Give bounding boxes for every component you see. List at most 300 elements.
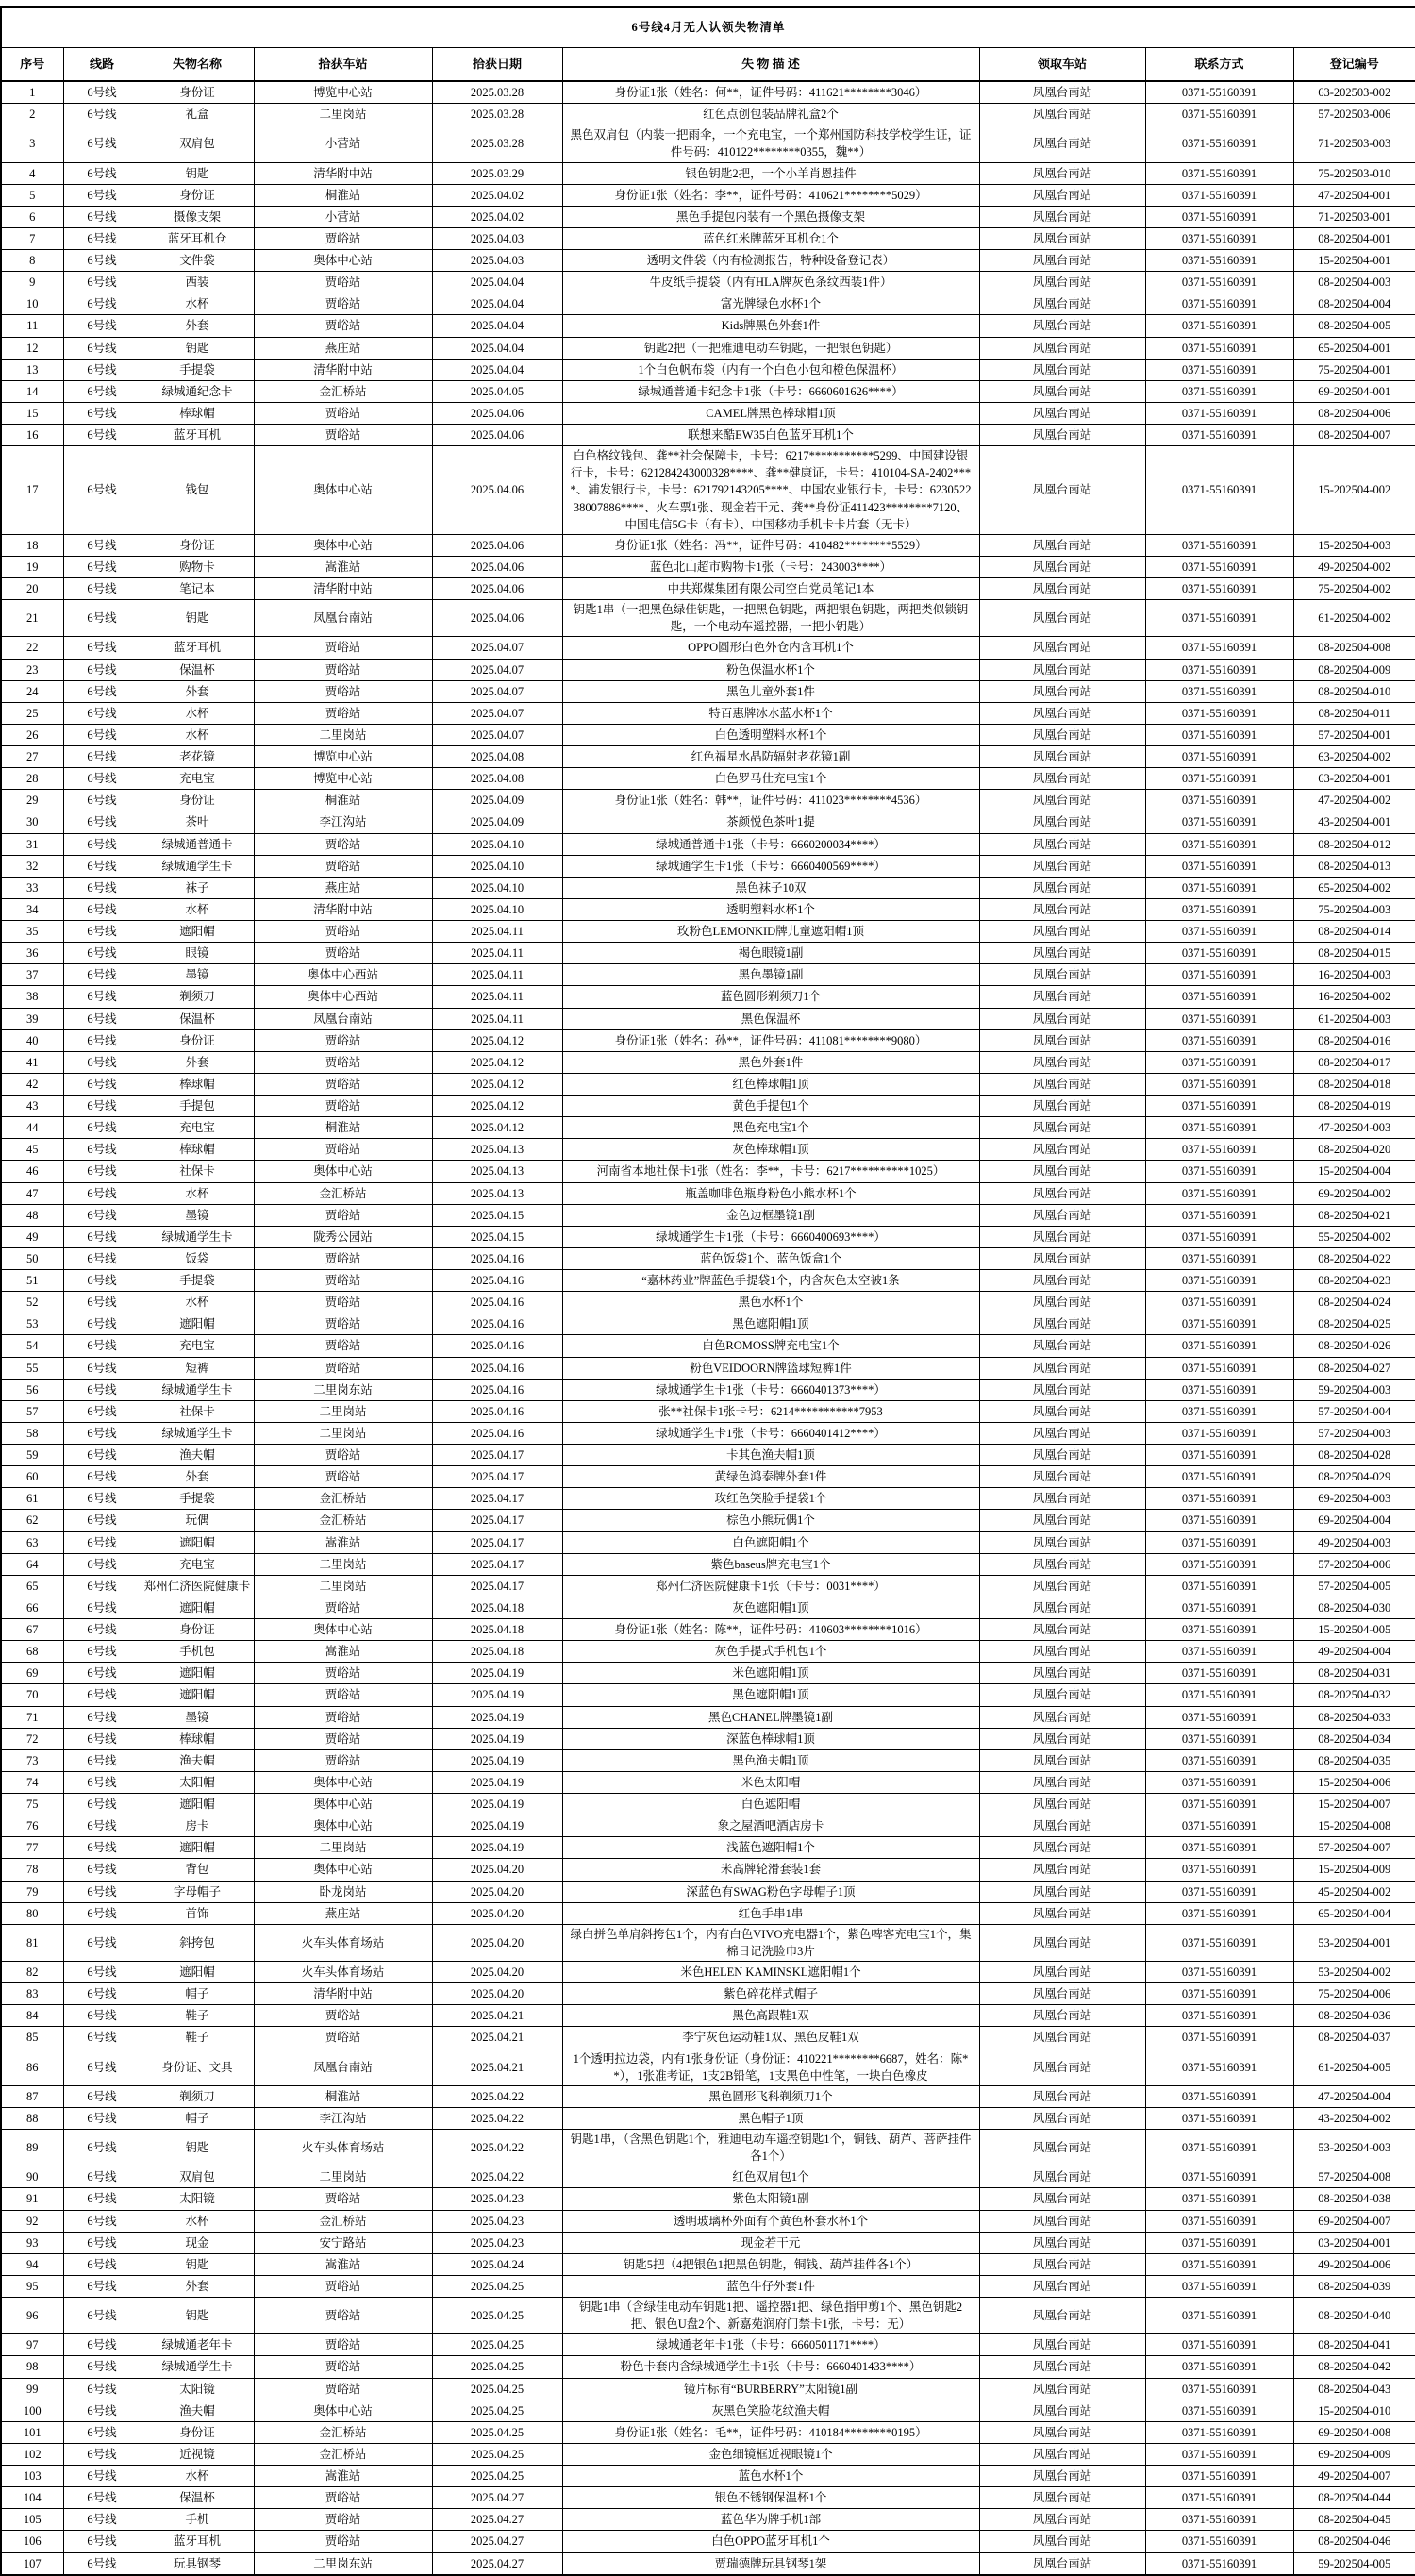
cell-description: 黑色高跟鞋1双 [562,2005,979,2027]
table-row [1,250,1415,272]
cell-found-station: 二里岗站 [254,1422,432,1444]
cell-found-station: 贾峪站 [254,637,432,659]
cell-item-name: 手机包 [141,1641,254,1663]
cell-line: 6号线 [63,2421,141,2443]
cell-line: 6号线 [63,964,141,986]
cell-description: 富光牌绿色水杯1个 [562,293,979,315]
cell-line: 6号线 [63,1073,141,1095]
table-row [1,359,1415,380]
cell-item-name: 斜挎包 [141,1924,254,1961]
cell-item-name: 遮阳帽 [141,921,254,943]
cell-contact: 0371-55160391 [1145,293,1293,315]
cell-description: 钥匙1串（含绿佳电动车钥匙1把、遥控器1把、绿色指甲剪1个、黑色钥匙2把、银色U盘2个、新嘉苑润府门禁卡1张，卡号：无） [562,2298,979,2334]
cell-reg-number: 15-202504-002 [1293,446,1415,535]
cell-contact: 0371-55160391 [1145,380,1293,402]
table-row [1,1292,1415,1313]
cell-found-date: 2025.04.16 [432,1335,562,1357]
cell-item-name: 文件袋 [141,250,254,272]
cell-line: 6号线 [63,2188,141,2210]
table-row [1,162,1415,184]
cell-contact: 0371-55160391 [1145,1510,1293,1531]
cell-item-name: 玩具钢琴 [141,2552,254,2575]
cell-description: 黑色外套1件 [562,1051,979,1073]
table-row [1,2298,1415,2334]
cell-item-name: 购物卡 [141,556,254,577]
cell-description: 中共郑煤集团有限公司空白党员笔记1本 [562,578,979,600]
cell-contact: 0371-55160391 [1145,2531,1293,2552]
cell-contact: 0371-55160391 [1145,898,1293,920]
table-row [1,790,1415,811]
cell-contact: 0371-55160391 [1145,1575,1293,1597]
cell-line: 6号线 [63,2509,141,2531]
cell-found-station: 奥体中心西站 [254,964,432,986]
table-row [1,1466,1415,1488]
cell-item-name: 摄像支架 [141,206,254,227]
cell-found-date: 2025.04.20 [432,1859,562,1881]
cell-found-date: 2025.04.19 [432,1663,562,1684]
cell-pickup-station: 凤凰台南站 [979,921,1145,943]
cell-seq: 30 [1,811,63,833]
cell-found-date: 2025.04.16 [432,1313,562,1335]
cell-found-date: 2025.04.07 [432,659,562,680]
cell-found-date: 2025.04.11 [432,986,562,1008]
cell-item-name: 老花镜 [141,746,254,768]
cell-found-date: 2025.04.23 [432,2188,562,2210]
cell-description: 卡其色渔夫帽1顶 [562,1445,979,1466]
cell-found-date: 2025.04.03 [432,227,562,249]
cell-description: 绿城通普通卡纪念卡1张（卡号：6660601626****） [562,380,979,402]
cell-reg-number: 08-202504-040 [1293,2298,1415,2334]
cell-item-name: 墨镜 [141,1204,254,1226]
cell-item-name: 钥匙 [141,2130,254,2166]
table-row [1,833,1415,855]
cell-found-date: 2025.04.19 [432,1749,562,1771]
cell-line: 6号线 [63,1794,141,1815]
cell-item-name: 外套 [141,1051,254,1073]
cell-description: 玫红色笑脸手提袋1个 [562,1488,979,1510]
cell-found-date: 2025.04.11 [432,1008,562,1029]
cell-found-date: 2025.04.18 [432,1619,562,1641]
cell-item-name: 身份证 [141,790,254,811]
cell-reg-number: 53-202504-002 [1293,1962,1415,1983]
cell-pickup-station: 凤凰台南站 [979,2487,1145,2509]
cell-pickup-station: 凤凰台南站 [979,1096,1145,1117]
cell-seq: 80 [1,1902,63,1924]
table-row [1,1859,1415,1881]
cell-reg-number: 53-202504-001 [1293,1924,1415,1961]
cell-description: 绿城通学生卡1张（卡号：6660400569****） [562,855,979,877]
cell-description: 黑色遮阳帽1顶 [562,1313,979,1335]
cell-seq: 35 [1,921,63,943]
cell-found-date: 2025.04.10 [432,855,562,877]
cell-pickup-station: 凤凰台南站 [979,1706,1145,1728]
cell-found-date: 2025.03.28 [432,104,562,125]
cell-line: 6号线 [63,1096,141,1117]
cell-description: 白色ROMOSS牌充电宝1个 [562,1335,979,1357]
cell-contact: 0371-55160391 [1145,2005,1293,2027]
cell-seq: 8 [1,250,63,272]
cell-line: 6号线 [63,877,141,898]
cell-found-station: 博览中心站 [254,81,432,104]
cell-line: 6号线 [63,425,141,446]
cell-found-station: 贾峪站 [254,2531,432,2552]
cell-contact: 0371-55160391 [1145,2334,1293,2356]
cell-line: 6号线 [63,1962,141,1983]
cell-found-date: 2025.04.21 [432,2005,562,2027]
cell-description: 透明文件袋（内有检测报告，特种设备登记表） [562,250,979,272]
cell-found-date: 2025.04.04 [432,359,562,380]
cell-seq: 21 [1,600,63,637]
cell-contact: 0371-55160391 [1145,2356,1293,2378]
table-row [1,659,1415,680]
cell-description: 黑色遮阳帽1顶 [562,1684,979,1706]
cell-found-station: 奥体中心站 [254,1771,432,1793]
cell-line: 6号线 [63,1247,141,1269]
cell-description: 钥匙1串（一把黑色绿佳钥匙，一把黑色钥匙，两把银色钥匙，两把类似锁钥匙，一个电动车遥控器，一把小钥匙） [562,600,979,637]
cell-reg-number: 57-202504-004 [1293,1400,1415,1422]
cell-seq: 81 [1,1924,63,1961]
cell-description: 黑色墨镜1副 [562,964,979,986]
cell-reg-number: 15-202504-008 [1293,1815,1415,1837]
cell-description: 黑色帽子1顶 [562,2107,979,2129]
cell-contact: 0371-55160391 [1145,1466,1293,1488]
cell-pickup-station: 凤凰台南站 [979,1553,1145,1575]
cell-found-date: 2025.04.04 [432,272,562,293]
cell-description: 蓝色牛仔外套1件 [562,2275,979,2297]
table-row [1,921,1415,943]
cell-description: 粉色VEIDOORN牌篮球短裤1件 [562,1357,979,1379]
cell-item-name: 钥匙 [141,600,254,637]
cell-found-station: 二里岗站 [254,1400,432,1422]
cell-seq: 51 [1,1270,63,1292]
cell-found-station: 贾峪站 [254,315,432,337]
cell-item-name: 手提袋 [141,1270,254,1292]
cell-found-station: 贾峪站 [254,1466,432,1488]
cell-contact: 0371-55160391 [1145,359,1293,380]
cell-found-date: 2025.04.07 [432,724,562,745]
cell-description: 1个白色帆布袋（内有一个白色小包和橙色保温杯） [562,359,979,380]
cell-line: 6号线 [63,1008,141,1029]
cell-found-date: 2025.04.16 [432,1422,562,1444]
cell-reg-number: 59-202504-003 [1293,1379,1415,1400]
table-row [1,1247,1415,1269]
cell-reg-number: 43-202504-001 [1293,811,1415,833]
cell-found-station: 贾峪站 [254,1029,432,1051]
cell-found-date: 2025.04.27 [432,2531,562,2552]
cell-line: 6号线 [63,380,141,402]
table-row [1,1096,1415,1117]
cell-contact: 0371-55160391 [1145,125,1293,162]
cell-pickup-station: 凤凰台南站 [979,1488,1145,1510]
cell-item-name: 现金 [141,2232,254,2253]
cell-seq: 101 [1,2421,63,2443]
cell-line: 6号线 [63,1466,141,1488]
cell-contact: 0371-55160391 [1145,986,1293,1008]
cell-contact: 0371-55160391 [1145,1270,1293,1292]
cell-item-name: 水杯 [141,1292,254,1313]
table-row [1,2085,1415,2107]
header-row [1,48,1415,82]
table-body [1,81,1415,2575]
cell-found-station: 贾峪站 [254,702,432,724]
cell-pickup-station: 凤凰台南站 [979,2232,1145,2253]
cell-seq: 56 [1,1379,63,1400]
cell-seq: 90 [1,2166,63,2188]
cell-line: 6号线 [63,2130,141,2166]
cell-seq: 13 [1,359,63,380]
cell-found-station: 贾峪站 [254,1073,432,1095]
cell-found-station: 博览中心站 [254,746,432,768]
cell-line: 6号线 [63,2334,141,2356]
cell-pickup-station: 凤凰台南站 [979,768,1145,790]
cell-found-date: 2025.04.13 [432,1182,562,1204]
cell-contact: 0371-55160391 [1145,2130,1293,2166]
cell-seq: 55 [1,1357,63,1379]
cell-item-name: 绿城通学生卡 [141,1379,254,1400]
table-row [1,811,1415,833]
cell-seq: 16 [1,425,63,446]
cell-pickup-station: 凤凰台南站 [979,2356,1145,2378]
cell-pickup-station: 凤凰台南站 [979,1422,1145,1444]
cell-found-date: 2025.04.25 [432,2275,562,2297]
cell-found-date: 2025.04.06 [432,446,562,535]
cell-contact: 0371-55160391 [1145,2188,1293,2210]
cell-line: 6号线 [63,943,141,964]
cell-reg-number: 08-202504-024 [1293,1292,1415,1313]
cell-found-station: 贾峪站 [254,402,432,424]
cell-found-station: 贾峪站 [254,1204,432,1226]
cell-description: 绿城通学生卡1张（卡号：6660401412****） [562,1422,979,1444]
cell-contact: 0371-55160391 [1145,2085,1293,2107]
table-row [1,2421,1415,2443]
table-row [1,2232,1415,2253]
cell-contact: 0371-55160391 [1145,790,1293,811]
cell-item-name: 遮阳帽 [141,1962,254,1983]
cell-found-date: 2025.04.17 [432,1510,562,1531]
cell-line: 6号线 [63,2027,141,2049]
cell-seq: 26 [1,724,63,745]
cell-pickup-station: 凤凰台南站 [979,1292,1145,1313]
cell-contact: 0371-55160391 [1145,184,1293,206]
cell-contact: 0371-55160391 [1145,1597,1293,1618]
table-row [1,534,1415,556]
table-row [1,1815,1415,1837]
cell-contact: 0371-55160391 [1145,855,1293,877]
cell-reg-number: 08-202504-018 [1293,1073,1415,1095]
cell-line: 6号线 [63,125,141,162]
cell-found-station: 清华附中站 [254,578,432,600]
cell-item-name: 社保卡 [141,1400,254,1422]
cell-item-name: 遮阳帽 [141,1663,254,1684]
cell-found-station: 二里岗站 [254,1837,432,1859]
table-row [1,637,1415,659]
cell-found-date: 2025.04.17 [432,1445,562,1466]
cell-found-date: 2025.04.17 [432,1488,562,1510]
table-row [1,1531,1415,1553]
cell-item-name: 帽子 [141,2107,254,2129]
cell-pickup-station: 凤凰台南站 [979,250,1145,272]
cell-seq: 7 [1,227,63,249]
cell-seq: 3 [1,125,63,162]
cell-seq: 95 [1,2275,63,2297]
table-row [1,1029,1415,1051]
cell-seq: 18 [1,534,63,556]
cell-pickup-station: 凤凰台南站 [979,1881,1145,1902]
cell-line: 6号线 [63,1051,141,1073]
cell-contact: 0371-55160391 [1145,1400,1293,1422]
cell-seq: 82 [1,1962,63,1983]
cell-found-date: 2025.04.15 [432,1204,562,1226]
cell-seq: 20 [1,578,63,600]
cell-pickup-station: 凤凰台南站 [979,1313,1145,1335]
cell-found-date: 2025.04.11 [432,964,562,986]
cell-item-name: 饭袋 [141,1247,254,1269]
cell-found-station: 贾峪站 [254,1728,432,1749]
cell-item-name: 钥匙 [141,337,254,359]
cell-found-station: 凤凰台南站 [254,2049,432,2085]
cell-contact: 0371-55160391 [1145,746,1293,768]
cell-reg-number: 08-202504-019 [1293,1096,1415,1117]
table-row [1,425,1415,446]
cell-found-station: 贾峪站 [254,1247,432,1269]
cell-item-name: 房卡 [141,1815,254,1837]
cell-contact: 0371-55160391 [1145,2166,1293,2188]
cell-pickup-station: 凤凰台南站 [979,272,1145,293]
cell-found-date: 2025.04.22 [432,2107,562,2129]
cell-found-date: 2025.04.19 [432,1815,562,1837]
cell-found-station: 燕庄站 [254,877,432,898]
cell-reg-number: 08-202504-032 [1293,1684,1415,1706]
cell-found-station: 二里岗站 [254,2166,432,2188]
cell-line: 6号线 [63,446,141,535]
cell-found-station: 燕庄站 [254,1902,432,1924]
cell-description: 金色细镜框近视眼镜1个 [562,2443,979,2465]
cell-seq: 93 [1,2232,63,2253]
cell-contact: 0371-55160391 [1145,402,1293,424]
cell-found-station: 火车头体育场站 [254,2130,432,2166]
cell-description: 象之屋酒吧酒店房卡 [562,1815,979,1837]
cell-found-station: 桐淮站 [254,790,432,811]
cell-found-date: 2025.04.20 [432,1983,562,2005]
cell-description: 黑色袜子10双 [562,877,979,898]
cell-seq: 6 [1,206,63,227]
cell-description: 灰色棒球帽1顶 [562,1139,979,1161]
cell-line: 6号线 [63,359,141,380]
cell-contact: 0371-55160391 [1145,1182,1293,1204]
cell-contact: 0371-55160391 [1145,1008,1293,1029]
cell-line: 6号线 [63,811,141,833]
cell-reg-number: 57-202504-008 [1293,2166,1415,2188]
table-row [1,702,1415,724]
cell-description: 红色双肩包1个 [562,2166,979,2188]
cell-line: 6号线 [63,1510,141,1531]
cell-contact: 0371-55160391 [1145,811,1293,833]
table-row [1,1182,1415,1204]
cell-seq: 24 [1,680,63,702]
cell-pickup-station: 凤凰台南站 [979,1749,1145,1771]
cell-reg-number: 08-202504-030 [1293,1597,1415,1618]
cell-line: 6号线 [63,1749,141,1771]
cell-seq: 68 [1,1641,63,1663]
cell-item-name: 水杯 [141,2210,254,2232]
cell-found-station: 贾峪站 [254,943,432,964]
cell-pickup-station: 凤凰台南站 [979,1029,1145,1051]
cell-contact: 0371-55160391 [1145,2487,1293,2509]
table-row [1,898,1415,920]
cell-found-date: 2025.04.12 [432,1117,562,1139]
cell-pickup-station: 凤凰台南站 [979,1641,1145,1663]
cell-description: 身份证1张（姓名：孙**，证件号码：411081********9080） [562,1029,979,1051]
cell-found-date: 2025.03.28 [432,81,562,104]
cell-found-station: 贾峪站 [254,2275,432,2297]
cell-line: 6号线 [63,1335,141,1357]
cell-item-name: 眼镜 [141,943,254,964]
cell-item-name: 身份证 [141,1029,254,1051]
cell-reg-number: 08-202504-045 [1293,2509,1415,2531]
table-row [1,2378,1415,2400]
cell-seq: 22 [1,637,63,659]
cell-found-station: 奥体中心站 [254,250,432,272]
cell-found-date: 2025.04.13 [432,1161,562,1182]
cell-reg-number: 08-202504-010 [1293,680,1415,702]
cell-item-name: 笔记本 [141,578,254,600]
cell-description: 米高牌轮滑套装1套 [562,1859,979,1881]
cell-pickup-station: 凤凰台南站 [979,600,1145,637]
cell-reg-number: 61-202504-003 [1293,1008,1415,1029]
cell-found-station: 小营站 [254,125,432,162]
cell-contact: 0371-55160391 [1145,81,1293,104]
cell-description: 身份证1张（姓名：韩**，证件号码：411023********4536） [562,790,979,811]
cell-reg-number: 08-202504-021 [1293,1204,1415,1226]
cell-found-station: 贾峪站 [254,2487,432,2509]
cell-description: 黑色充电宝1个 [562,1117,979,1139]
cell-item-name: 遮阳帽 [141,1597,254,1618]
cell-seq: 49 [1,1226,63,1247]
cell-reg-number: 08-202504-042 [1293,2356,1415,2378]
cell-contact: 0371-55160391 [1145,1924,1293,1961]
table-row [1,206,1415,227]
cell-reg-number: 16-202504-002 [1293,986,1415,1008]
cell-found-station: 贾峪站 [254,1051,432,1073]
cell-pickup-station: 凤凰台南站 [979,1182,1145,1204]
cell-description: 透明塑料水杯1个 [562,898,979,920]
cell-seq: 77 [1,1837,63,1859]
cell-pickup-station: 凤凰台南站 [979,1902,1145,1924]
cell-item-name: 水杯 [141,2466,254,2487]
cell-description: 银色钥匙2把，一个小羊肖恩挂件 [562,162,979,184]
cell-found-date: 2025.04.16 [432,1400,562,1422]
cell-description: 黑色保温杯 [562,1008,979,1029]
cell-reg-number: 15-202504-006 [1293,1771,1415,1793]
cell-found-station: 贾峪站 [254,1357,432,1379]
table-row [1,1400,1415,1422]
cell-line: 6号线 [63,1379,141,1400]
cell-item-name: 保温杯 [141,659,254,680]
cell-pickup-station: 凤凰台南站 [979,2005,1145,2027]
cell-description: 米色遮阳帽1顶 [562,1663,979,1684]
cell-found-station: 贾峪站 [254,659,432,680]
cell-seq: 62 [1,1510,63,1531]
cell-reg-number: 08-202504-005 [1293,315,1415,337]
cell-description: “嘉林药业”牌蓝色手提袋1个，内含灰色太空被1条 [562,1270,979,1292]
cell-seq: 48 [1,1204,63,1226]
cell-reg-number: 08-202504-046 [1293,2531,1415,2552]
cell-pickup-station: 凤凰台南站 [979,2298,1145,2334]
cell-item-name: 蓝牙耳机 [141,637,254,659]
table-row [1,578,1415,600]
cell-pickup-station: 凤凰台南站 [979,2400,1145,2421]
cell-pickup-station: 凤凰台南站 [979,425,1145,446]
